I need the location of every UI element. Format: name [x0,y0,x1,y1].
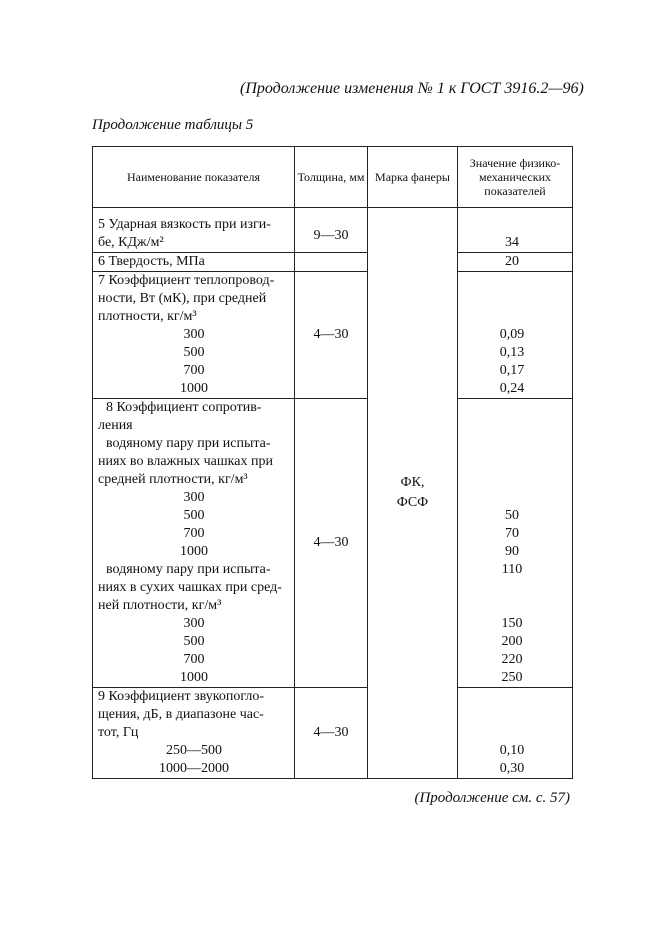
row7-values: 0,09 0,13 0,17 0,24 [458,272,573,399]
row5-value: 34 [458,208,573,253]
table-subtitle: Продолжение таблицы 5 [92,117,254,133]
row8-thickness: 4—30 [295,399,368,688]
table-row [93,272,573,399]
row9-name: 9 Коэффициент звукопогло- щения, дБ, в диапазоне час- тот, Гц 250—500 1000—2000 [93,688,295,779]
row8-name: 8 Коэффициент сопротив- ления водяному пару при испыта- ниях во влажных чашках при средней плотности, кг/м³ 300 500 700 1000 водяному пару при испыта- ниях в сухих чашках при сред- ней плотности, кг/м³ 300 500 700 1000 [93,399,295,688]
page-footer: (Продолжение см. с. 57) [414,790,570,806]
row5-thickness: 9—30 [295,208,368,253]
row9-thickness: 4—30 [295,688,368,779]
col-name-header: Наименование показателя [93,147,295,208]
row5-name: 5 Ударная вязкость при изги- бе, КДж/м² [93,208,295,253]
row6-value: 20 [458,253,573,272]
properties-table [92,146,573,779]
col-grade-header: Марка фанеры [368,147,458,208]
table-row [93,688,573,779]
table-row [93,253,573,272]
col-thickness-header: Толщина, мм [295,147,368,208]
table-row [93,399,573,688]
grade-cell: ФК, ФСФ [368,208,458,779]
row7-thickness: 4—30 [295,272,368,399]
row8-values: 50 70 90 110 150 200 220 250 [458,399,573,688]
page-header: (Продолжение изменения № 1 к ГОСТ 3916.2—96) [240,80,584,97]
col-value-header: Значение физико-механических показателей [458,147,573,208]
row7-name: 7 Коэффициент теплопровод- ности, Вт (мК), при средней плотности, кг/м³ 300 500 700 1000 [93,272,295,399]
row6-thickness [295,253,368,272]
row6-name: 6 Твердость, МПа [93,253,295,272]
table-row [93,208,573,253]
table-header-row [93,147,573,208]
row9-values: 0,10 0,30 [458,688,573,779]
